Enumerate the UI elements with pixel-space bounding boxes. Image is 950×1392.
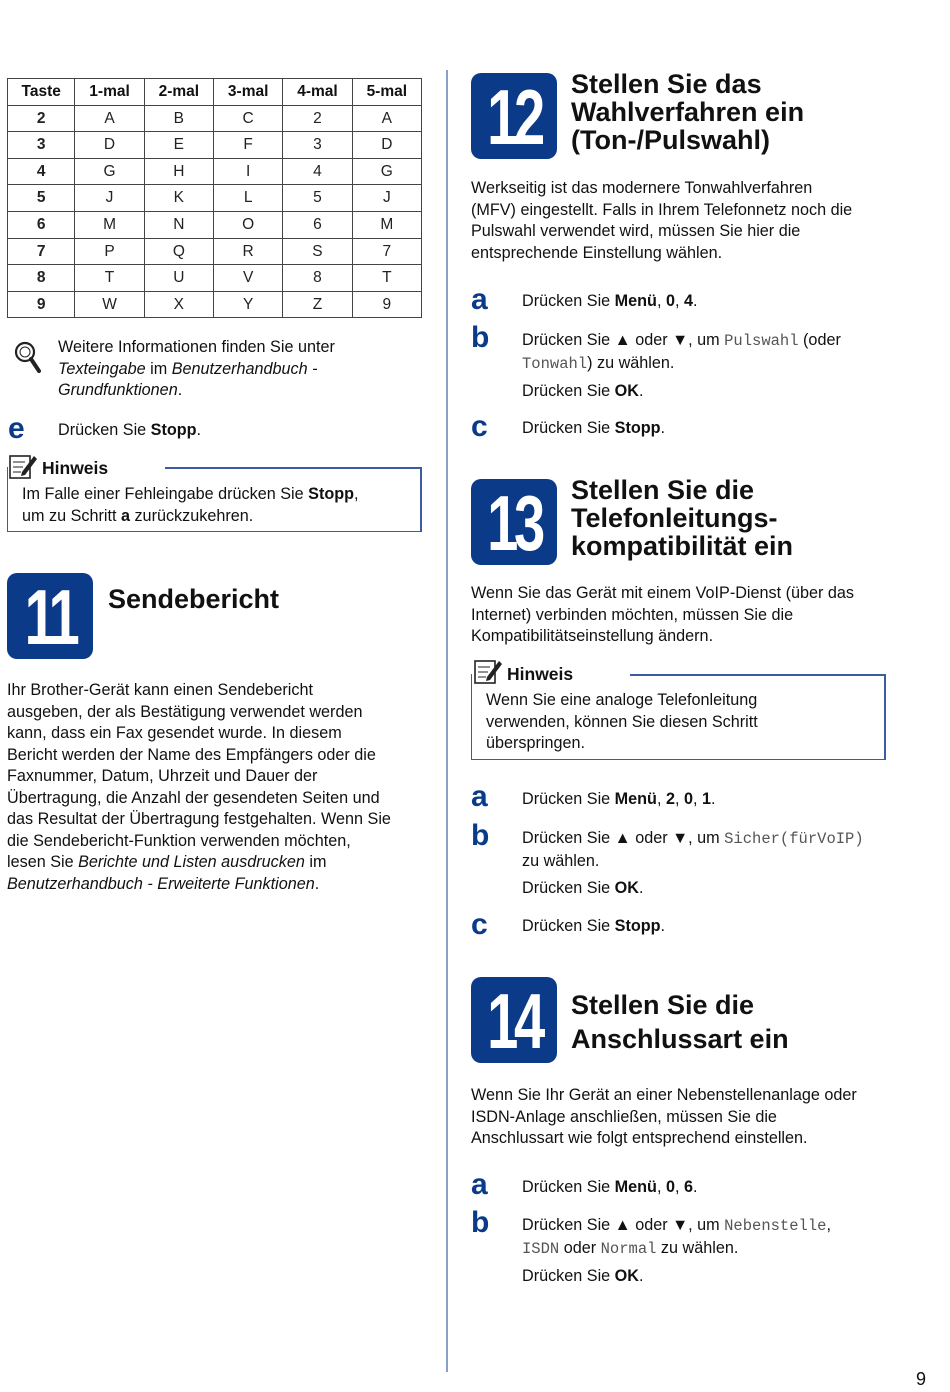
step-text-part: Drücken Sie (522, 1267, 615, 1285)
key-name: 0 (665, 1178, 675, 1196)
body-line: Bericht werden der Name des Empfängers oder die (7, 745, 376, 764)
letter-cell: R (214, 238, 283, 265)
letter-cell: 2 (283, 105, 352, 132)
body-line: Internet) verbinden möchten, müssen Sie die (471, 605, 794, 624)
hinweis-title: Hinweis (507, 664, 574, 684)
step-text-part: . (692, 292, 698, 310)
letter-cell: 4 (283, 158, 352, 185)
letter-cell: 9 (352, 291, 421, 318)
key-name: Menü (614, 790, 657, 808)
key-name: 2 (665, 790, 675, 808)
letter-cell: T (75, 265, 144, 292)
letter-cell: U (144, 265, 213, 292)
step-text-part: . (692, 1178, 698, 1196)
step-text-part: , (692, 790, 702, 808)
letter-cell: T (352, 265, 421, 292)
letter-cell: K (144, 185, 213, 212)
step-text-part: , (826, 1216, 831, 1234)
letter-cell: L (214, 185, 283, 212)
table-row (8, 132, 422, 159)
body-line: Wenn Sie Ihr Gerät an einer Nebenstellenanlage oder (471, 1086, 857, 1104)
letter-cell: J (75, 185, 144, 212)
key-name: Stopp (308, 485, 354, 503)
step-text-part: oder (630, 331, 673, 349)
body-text: lesen Sie (7, 853, 79, 871)
step-text-part: . (660, 917, 666, 935)
up-arrow-icon: ▲ (614, 1216, 631, 1234)
hinweis-line: zurückzukehren. (129, 506, 254, 525)
key-name: OK (614, 382, 639, 400)
section12-intro (471, 178, 911, 264)
step-text-part: Drücken Sie (522, 917, 615, 935)
step-text-part: . (638, 1267, 644, 1285)
letter-cell: S (283, 238, 352, 265)
table-row (8, 291, 422, 318)
step-text-part: Drücken Sie (522, 829, 615, 847)
key-cell: 4 (8, 158, 75, 185)
hinweis-right-edge (884, 674, 886, 760)
key-name: Stopp (614, 917, 661, 935)
step-letter: a (471, 780, 488, 813)
step-text-part: Drücken Sie (522, 1178, 615, 1196)
step-text-part: , (656, 292, 666, 310)
step-text-part: Drücken Sie (522, 1216, 615, 1234)
key-cell: 3 (8, 132, 75, 159)
step-text (522, 789, 715, 811)
step-text-part: , um (688, 829, 725, 847)
magnifier-icon (12, 340, 44, 376)
letter-cell: Q (144, 238, 213, 265)
body-line: Pulswahl verwendet wird, müssen Sie hier die (471, 222, 801, 240)
step-text-part: ) zu wählen. (587, 353, 675, 372)
step-letter: e (8, 412, 25, 445)
column-header: 2-mal (144, 79, 213, 106)
table-row (8, 105, 422, 132)
section-title (571, 476, 793, 560)
letter-cell: 7 (352, 238, 421, 265)
letter-cell: Y (214, 291, 283, 318)
info-text: . (177, 381, 183, 399)
letter-cell: O (214, 211, 283, 238)
title-line: (Ton-/Pulswahl) (571, 125, 770, 155)
hinweis-text (486, 690, 876, 755)
step-text-part: , um (688, 1216, 725, 1234)
lcd-option: Nebenstelle (724, 1217, 827, 1235)
letter-cell: E (144, 132, 213, 159)
letter-cell: N (144, 211, 213, 238)
step-text-part: Drücken Sie (522, 382, 615, 400)
letter-cell: J (352, 185, 421, 212)
section-title (571, 988, 789, 1056)
step-e-text (58, 420, 201, 442)
body-line: ausgeben, der als Bestätigung verwendet werden (7, 702, 363, 721)
letter-cell: G (352, 158, 421, 185)
letter-cell: D (352, 132, 421, 159)
key-cell: 8 (8, 265, 75, 292)
hinweis-line: um zu Schritt (22, 506, 121, 525)
step-text-part: . (710, 790, 716, 808)
hinweis-text (22, 484, 417, 527)
title-line: Stellen Sie die (571, 990, 755, 1020)
letter-cell: V (214, 265, 283, 292)
key-name: 4 (683, 292, 693, 310)
key-name: 6 (683, 1178, 693, 1196)
info-ref: Texteingabe (58, 359, 146, 378)
letter-cell: P (75, 238, 144, 265)
section-number-badge (7, 573, 93, 659)
table-row (8, 211, 422, 238)
letter-cell: I (214, 158, 283, 185)
step-text-part: , (674, 1178, 684, 1196)
key-name: 0 (683, 790, 693, 808)
body-line: Übertragung, die Anzahl der gesendeten Seiten und (7, 788, 380, 807)
step-text-part: . (638, 382, 644, 400)
step-text-part: oder (630, 1216, 673, 1234)
body-line: ISDN-Anlage anschließen, müssen Sie die (471, 1107, 777, 1126)
letter-cell: A (352, 105, 421, 132)
body-line: die Sendebericht-Funktion verwenden möchten, (7, 831, 351, 850)
step-text-part: oder (630, 829, 673, 847)
hinweis-line: Im Falle einer Fehleingabe drücken Sie (22, 485, 309, 503)
section-title: Sendebericht (108, 584, 280, 614)
hinweis-title: Hinweis (42, 458, 109, 478)
letter-cell: M (352, 211, 421, 238)
step-text-part: , (674, 292, 684, 310)
step-text-part: (oder (798, 331, 841, 349)
step-text (522, 418, 665, 440)
lcd-option: ISDN (522, 1239, 560, 1258)
letter-cell: H (144, 158, 213, 185)
lcd-option: Tonwahl (522, 354, 588, 373)
key-name: OK (614, 879, 639, 897)
letter-cell: 8 (283, 265, 352, 292)
title-line: Wahlverfahren ein (571, 97, 805, 127)
step-text-part: . (660, 419, 666, 437)
step-text-part: zu wählen. (522, 851, 600, 870)
letter-cell: A (75, 105, 144, 132)
key-name: Menü (614, 292, 657, 310)
letter-cell: B (144, 105, 213, 132)
step-text-part: , (656, 790, 666, 808)
up-arrow-icon: ▲ (614, 829, 631, 847)
step-text-part: , (656, 1178, 666, 1196)
manual-ref: Benutzerhandbuch - Erweiterte Funktionen (7, 874, 315, 893)
step-text-part: , (674, 790, 684, 808)
section-number: 12 (487, 73, 541, 161)
key-cell: 6 (8, 211, 75, 238)
key-name: 1 (701, 790, 711, 808)
down-arrow-icon: ▼ (672, 1216, 689, 1234)
title-line: kompatibilität ein (571, 531, 794, 561)
section-number-badge (471, 977, 557, 1063)
hinweis-right-edge (420, 467, 422, 532)
section-number: 11 (24, 573, 76, 661)
letter-cell: F (214, 132, 283, 159)
column-header: Taste (8, 79, 75, 106)
down-arrow-icon: ▼ (672, 331, 689, 349)
section14-intro (471, 1085, 911, 1150)
step-text-part: Drücken Sie (522, 292, 615, 310)
step-letter: a (471, 1168, 488, 1201)
table-row (8, 238, 422, 265)
step-text-part: oder (559, 1238, 601, 1257)
lcd-option: Pulswahl (724, 332, 799, 350)
step-text-part: Drücken Sie (522, 879, 615, 897)
table-body (8, 105, 422, 318)
column-header: 4-mal (283, 79, 352, 106)
section13-intro (471, 583, 911, 648)
table-row (8, 265, 422, 292)
letter-cell: 6 (283, 211, 352, 238)
hinweis-line: verwenden, können Sie diesen Schritt (486, 712, 758, 731)
table-header-row (8, 79, 422, 106)
letter-cell: Z (283, 291, 352, 318)
key-name: OK (614, 1267, 639, 1285)
info-ref: Grundfunktionen (58, 381, 178, 399)
section-number: 14 (487, 977, 541, 1065)
down-arrow-icon: ▼ (672, 829, 689, 847)
column-divider (446, 70, 448, 1372)
letter-cell: X (144, 291, 213, 318)
step-letter: c (471, 410, 488, 443)
body-line: das Resultat der Übertragung festgehalten. Wenn Sie (7, 810, 391, 828)
key-mapping-table (7, 78, 422, 318)
section-number-badge (471, 73, 557, 159)
key-name: Stopp (150, 421, 197, 439)
table-row (8, 158, 422, 185)
page-number: 9 (915, 1368, 926, 1389)
key-cell: 5 (8, 185, 75, 212)
manual-ref: Berichte und Listen ausdrucken (78, 853, 305, 871)
hinweis-line: , (354, 485, 359, 503)
key-cell: 9 (8, 291, 75, 318)
key-cell: 2 (8, 105, 75, 132)
step-letter: b (471, 1206, 490, 1239)
key-name: 0 (665, 292, 675, 310)
info-text: im (145, 359, 172, 378)
letter-cell: D (75, 132, 144, 159)
letter-cell: M (75, 211, 144, 238)
key-cell: 7 (8, 238, 75, 265)
letter-cell: C (214, 105, 283, 132)
step-text (522, 330, 922, 403)
info-note-line: Weitere Informationen finden Sie unter (58, 338, 335, 356)
step-text (522, 291, 697, 313)
step-letter: a (471, 283, 488, 316)
step-text-part: Drücken Sie (522, 419, 615, 437)
step-text (522, 916, 665, 938)
body-line: Wenn Sie das Gerät mit einem VoIP-Dienst (über das (471, 584, 854, 602)
step-text (522, 1215, 932, 1288)
step-text-part: Drücken Sie (522, 331, 615, 349)
body-line: Kompatibilitätseinstellung ändern. (471, 627, 714, 645)
lcd-option: Sicher(fürVoIP) (724, 830, 864, 848)
body-line: Anschlussart wie folgt entsprechend einstellen. (471, 1129, 808, 1147)
step-text-part: Drücken Sie (522, 790, 615, 808)
step-letter: c (471, 908, 488, 941)
key-name: Menü (614, 1178, 657, 1196)
section-number-badge (471, 479, 557, 565)
body-text: . (314, 874, 320, 893)
title-line: Stellen Sie die (571, 475, 755, 505)
hinweis-line: überspringen. (486, 734, 585, 752)
section11-body (7, 680, 427, 895)
body-line: Faxnummer, Datum, Uhrzeit und Dauer der (7, 767, 318, 785)
letter-cell: 3 (283, 132, 352, 159)
title-line: Telefonleitungs- (571, 503, 778, 533)
step-text (522, 1177, 697, 1199)
info-note (58, 337, 418, 402)
key-name: Stopp (614, 419, 661, 437)
step-text (522, 828, 932, 900)
step-text-part: zu wählen. (656, 1238, 739, 1257)
body-line: (MFV) eingestellt. Falls in Ihrem Telefonnetz noch die (471, 200, 853, 219)
column-header: 5-mal (352, 79, 421, 106)
up-arrow-icon: ▲ (614, 331, 631, 349)
step-text: . (196, 421, 202, 439)
body-line: entsprechende Einstellung wählen. (471, 243, 723, 262)
letter-cell: W (75, 291, 144, 318)
column-header: 3-mal (214, 79, 283, 106)
step-text-part: . (638, 879, 644, 897)
body-line: Ihr Brother-Gerät kann einen Sendebericht (7, 681, 313, 699)
body-text: im (304, 853, 327, 871)
title-line: Anschlussart ein (571, 1024, 789, 1054)
letter-cell: 5 (283, 185, 352, 212)
section-title (571, 70, 804, 154)
body-line: kann, dass ein Fax gesendet wurde. In diesem (7, 724, 342, 742)
letter-cell: G (75, 158, 144, 185)
column-header: 1-mal (75, 79, 144, 106)
info-ref: Benutzerhandbuch - (171, 359, 318, 378)
body-line: Werkseitig ist das modernere Tonwahlverfahren (471, 179, 813, 197)
step-letter: b (471, 819, 490, 852)
step-ref: a (120, 506, 130, 525)
hinweis-line: Wenn Sie eine analoge Telefonleitung (486, 691, 758, 709)
section-number: 13 (487, 479, 541, 567)
lcd-option: Normal (600, 1239, 657, 1258)
title-line: Stellen Sie das (571, 69, 762, 99)
step-letter: b (471, 321, 490, 354)
step-text-part: , um (688, 331, 725, 349)
step-text: Drücken Sie (58, 421, 151, 439)
table-row (8, 185, 422, 212)
